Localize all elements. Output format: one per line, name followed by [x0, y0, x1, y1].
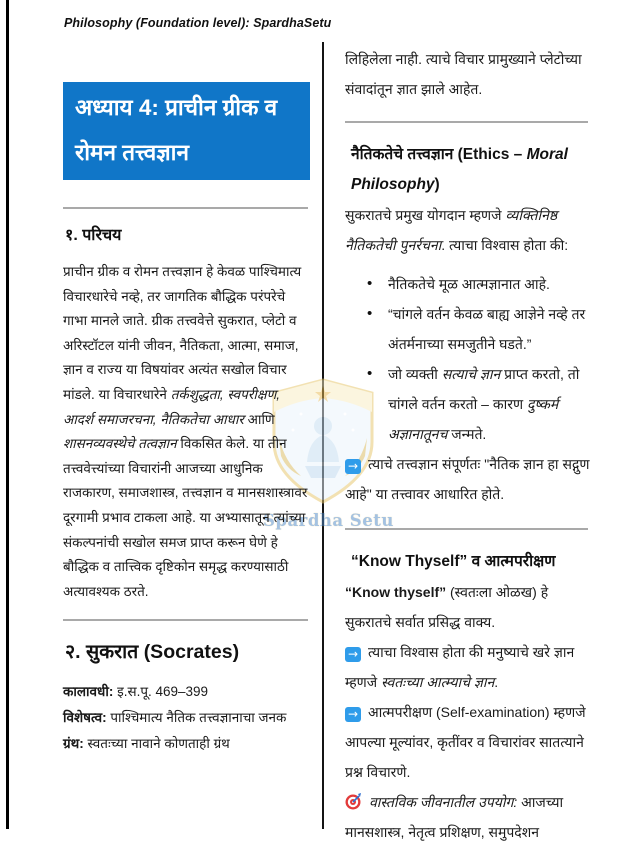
target-icon [345, 793, 362, 810]
arrow-icon: → [345, 459, 361, 474]
self-examination-paragraph [345, 697, 595, 787]
self-examination-text: आत्मपरीक्षण (Self-examination) म्हणजे आपल्या मूल्यांवर, कृतींवर व विचारांवर सातत्याने प्रश्न विचारणे. [345, 704, 586, 780]
ethics-bullet-list [345, 269, 595, 449]
know-thyself-heading: “Know Thyself” व आत्मपरीक्षण [351, 553, 556, 570]
socrates-facts [63, 679, 310, 757]
fact-line-specialty: विशेषत्व: पाश्चिमात्य नैतिक तत्त्वज्ञानाचा जनक [63, 710, 287, 726]
intro-section-heading: १. परिचय [65, 227, 122, 244]
ethics-conclusion-paragraph [345, 449, 595, 509]
belief-paragraph [345, 637, 595, 697]
application-paragraph [345, 787, 595, 847]
bullet-item: • “चांगले वर्तन केवळ बाह्य आज्ञेने नव्हे तर अंतर्मनाच्या समजुतीने घडते.” [345, 299, 595, 359]
belief-text: त्याचा विश्वास होता की मनुष्याचे खरे ज्ञान म्हणजे स्वतःच्या आत्म्याचे ज्ञान. [345, 644, 575, 690]
application-text: वास्तविक जीवनातील उपयोग: आजच्या मानसशास्त्र, नेतृत्व प्रशिक्षण, समुपदेशन [345, 794, 564, 840]
right-column [345, 44, 595, 847]
fact-line-period: कालावधी: इ.स.पू. 469–399 [63, 684, 209, 700]
arrow-icon: → [345, 647, 361, 662]
intro-paragraph: प्राचीन ग्रीक व रोमन तत्त्वज्ञान हे केवळ पाश्चिमात्य विचारधारेचे नव्हे, तर जागतिक बौद्धिक परंपरेचे गाभा मानले जाते. ग्रीक तत्त्ववेत्ते सुकरात, प्लेटो व अरिस्टॉटल यांनी जीवन, नैतिकता, आत्मा, समाज, ज्ञान व राज्य या विषयांवर अत्यंत सखोल विचार मांडले. या विचारधारेने तर्कशुद्धता, स्वपरीक्षण, आदर्श समाजरचना, नैतिकतेचा आधार आणि शासनव्यवस्थेचे तत्वज्ञान विकसित केले. या तीन तत्त्ववेत्त्यांच्या विचारांनी आजच्या आधुनिक राजकारण, समाजशास्त्र, तत्त्वज्ञान व मानसशास्त्रावर दूरगामी प्रभाव टाकला आहे. या अभ्यासातून त्यांच्या संकल्पनांची सखोल समज प्राप्त करून घेणे हे बौद्धिक व तात्त्विक दृष्टिकोन समृद्ध करण्यासाठी अत्यावश्यक ठरते. [63, 264, 308, 599]
fact-line-works: ग्रंथ: स्वतःच्या नावाने कोणताही ग्रंथ [63, 736, 230, 752]
bullet-item: • नैतिकतेचे मूळ आत्मज्ञानात आहे. [345, 269, 595, 299]
section-divider [63, 207, 308, 209]
carryover-paragraph: लिहिलेला नाही. त्याचे विचार प्रामुख्याने प्लेटोच्या संवादांतून ज्ञात झाले आहेत. [345, 51, 582, 97]
bullet-item: • जो व्यक्ती सत्याचे ज्ञान प्राप्त करतो, तो चांगले वर्तन करतो – कारण दुष्कर्म अज्ञानातूनच जन्मते. [345, 359, 595, 449]
watermark-text: Spardha Setu [263, 511, 394, 530]
section-divider [63, 619, 308, 621]
left-column [63, 82, 310, 757]
page-left-border [6, 0, 9, 829]
document-header-title: Philosophy (Foundation level): SpardhaSetu [64, 16, 332, 30]
know-thyself-paragraph: “Know thyself” (स्वतःला ओळख) हे सुकरातचे सर्वात प्रसिद्ध वाक्य. [345, 584, 549, 630]
ethics-intro-paragraph: सुकरातचे प्रमुख योगदान म्हणजे व्यक्तिनिष्ठ नैतिकतेची पुनर्रचना. त्याचा विश्वास होता की: [345, 207, 569, 253]
section-divider [345, 528, 588, 530]
chapter-title-box: अध्याय 4: प्राचीन ग्रीक व रोमन तत्त्वज्ञान [63, 82, 310, 180]
ethics-section-heading: नैतिकतेचे तत्त्वज्ञान (Ethics – Moral Philosophy) [351, 146, 568, 193]
arrow-icon: → [345, 707, 361, 722]
ethics-conclusion-text: त्याचे तत्त्वज्ञान संपूर्णतः "नैतिक ज्ञान हा सद्गुण आहे" या तत्त्वावर आधारित होते. [345, 456, 590, 502]
section-divider [345, 121, 588, 123]
socrates-section-heading: २. सुकरात (Socrates) [65, 641, 240, 664]
